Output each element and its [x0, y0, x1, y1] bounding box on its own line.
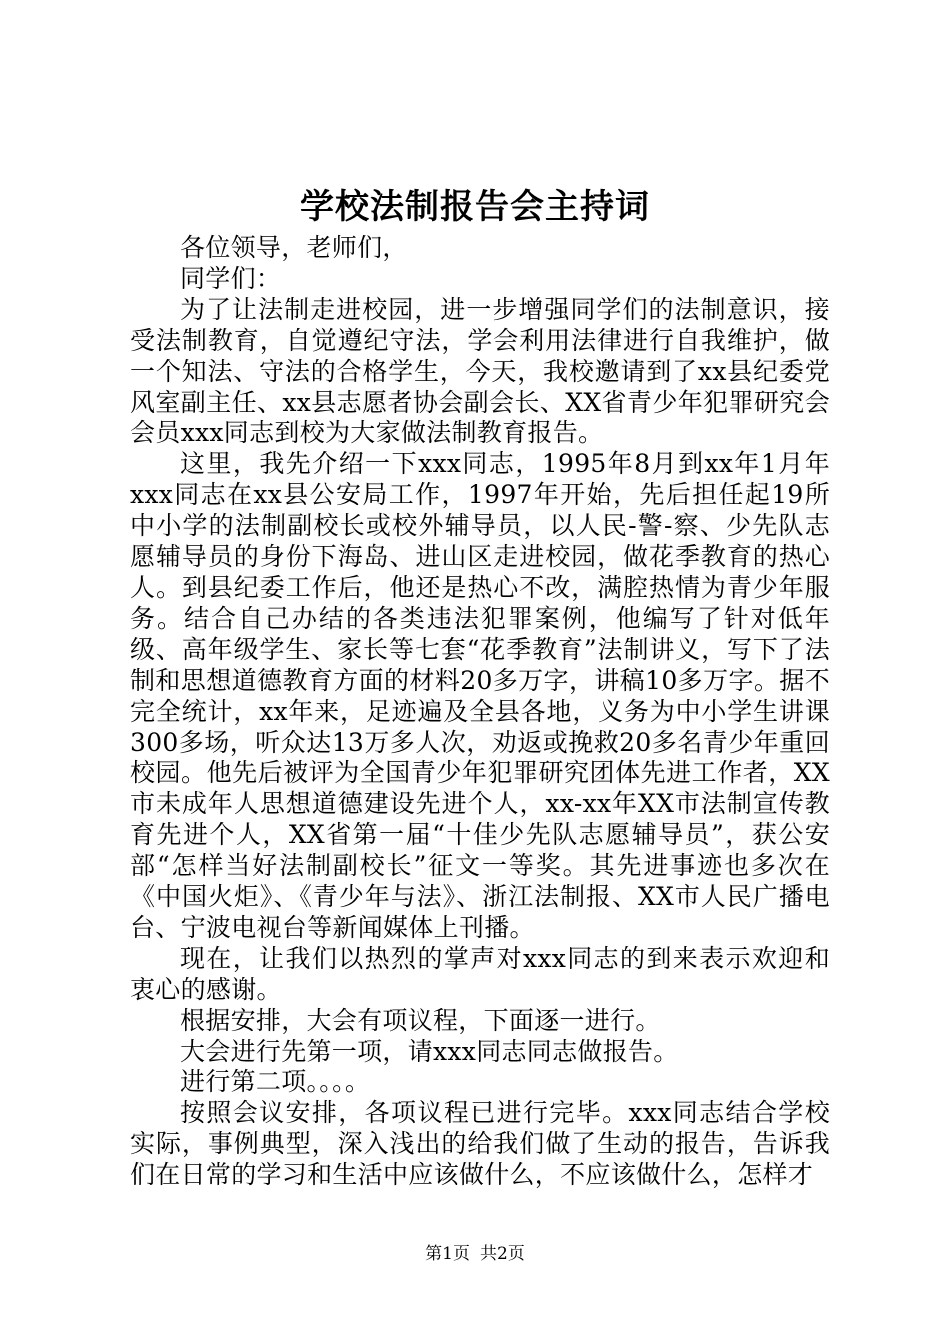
page-number: 第1页: [425, 1244, 470, 1264]
page-footer: [0, 1243, 950, 1265]
greeting-line-1: 各位领导，老师们，: [180, 233, 408, 262]
paragraph-welcome: 现在，让我们以热烈的掌声对xxx同志的到来表示欢迎和衷心的感谢。: [130, 943, 830, 1004]
document-title: 学校法制报告会主持词: [300, 187, 650, 227]
paragraph-agenda: 根据安排，大会有项议程，下面逐一进行。: [180, 1005, 661, 1035]
document-body: [130, 233, 830, 1191]
greeting-line-2: 同学们：: [180, 263, 282, 293]
paragraph-item-2: 进行第二项。。。。: [180, 1067, 371, 1097]
paragraph-item-1: 大会进行先第一项，请xxx同志同志做报告。: [180, 1036, 679, 1066]
page-total: 共2页: [480, 1244, 525, 1264]
paragraph-speaker-bio: 这里，我先介绍一下xxx同志，1995年8月到xx年1月年xxx同志在xx县公安局工作，1997年开始，先后担任起19所中小学的法制副校长或校外辅导员，以人民-警-察、少先队志愿辅导员的身份下海岛、进山区走进校园，做花季教育的热心人。到县纪委工作后，他还是热心不改，满腔热情为青少年服务。结合自己办结的各类违法犯罪案例，他编写了针对低年级、高年级学生、家长等七套“花季教育”法制讲义，写下了法制和思想道德教育方面的材料20多万字，讲稿10多万字。据不完全统计，xx年来，足迹遍及全县各地，义务为中小学生讲课300多场，听众达13万多人次，劝返或挽救20多名青少年重回校园。他先后被评为全国青少年犯罪研究团体先进工作者，XX市未成年人思想道德建设先进个人，xx-xx年XX市法制宣传教育先进个人，XX省第一届“十佳少先队志愿辅导员”，获公安部“怎样当好法制副校长”征文一等奖。其先进事迹也多次在《中国火炬》、《青少年与法》、浙江法制报、XX市人民广播电台、宁波电视台等新闻媒体上刊播。: [130, 449, 830, 942]
paragraph-intro: 为了让法制走进校园，进一步增强同学们的法制意识，接受法制教育，自觉遵纪守法，学会利用法律进行自我维护，做一个知法、守法的合格学生，今天，我校邀请到了xx县纪委党风室副主任、xx县志愿者协会副会长、XX省青少年犯罪研究会会员xxx同志到校为大家做法制教育报告。: [130, 294, 830, 448]
paragraph-closing: 按照会议安排，各项议程已进行完毕。xxx同志结合学校实际，事例典型，深入浅出的给我们做了生动的报告，告诉我们在日常的学习和生活中应该做什么，不应该做什么，怎样才: [130, 1098, 830, 1190]
